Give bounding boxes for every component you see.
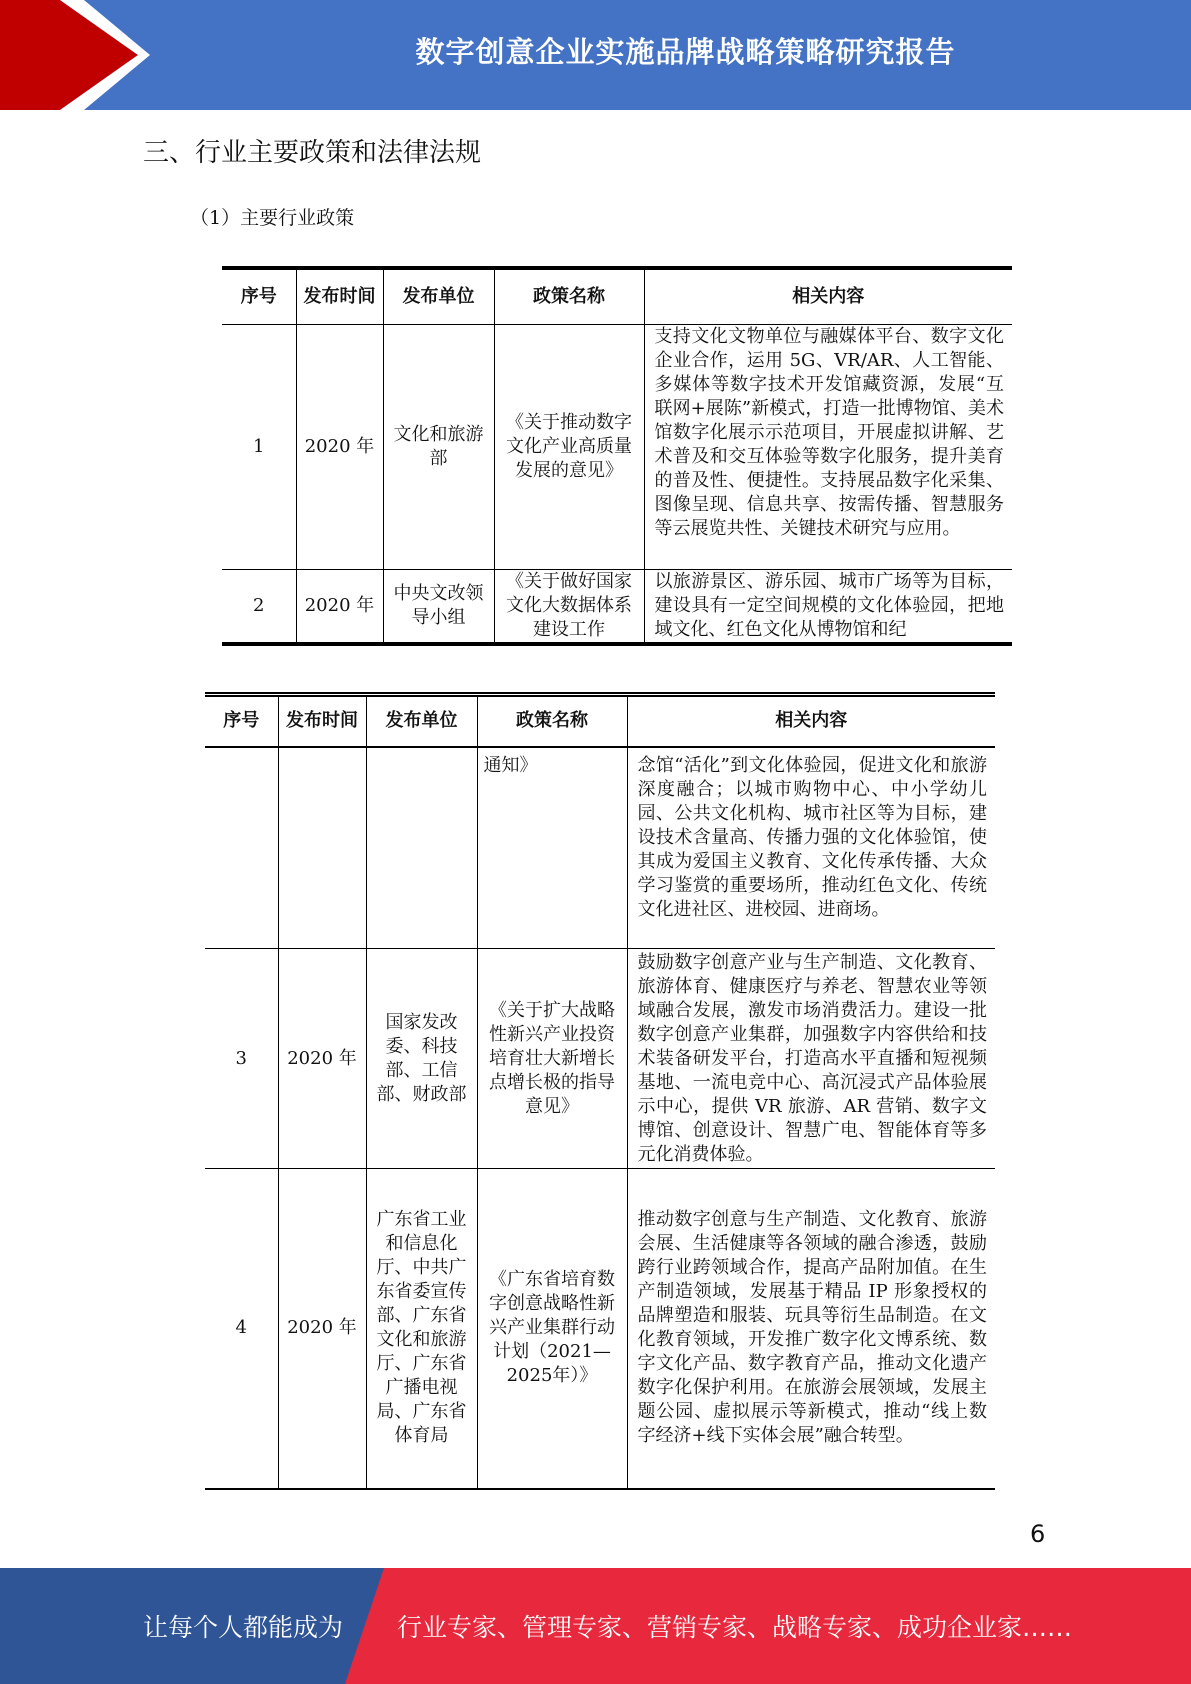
row-content: 念馆“活化”到文化体验园，促进文化和旅游深度融合；以城市购物中心、中小学幼儿园、公共文化机构、城市社区等为目标，建设技术含量高、传播力强的文化体验馆，使其成为爱国主义教育、文化传承传播、大众学习鉴赏的重要场所，推动红色文化、传统文化进社区、进校园、进商场。 (627, 747, 995, 949)
col-header-content: 相关内容 (644, 268, 1012, 324)
page-number: 6 (1030, 1520, 1046, 1548)
col-header-unit: 发布单位 (366, 695, 477, 747)
table-row (205, 1169, 995, 1489)
row-time: 2020 年 (278, 1169, 366, 1489)
row-policy-name: 《关于扩大战略性新兴产业投资培育壮大新增长点增长极的指导意见》 (477, 949, 627, 1169)
row-content: 推动数字创意与生产制造、文化教育、旅游会展、生活健康等各领域的融合渗透，鼓励跨行业跨领域合作，提高产品附加值。在生产制造领域，发展基于精品 IP 形象授权的品牌塑造和服装、玩具等衍生品制造。在文化教育领域，开发推广数字化文博系统、数字文化产品、数字教育产品，推动文化遗产数字化保护利用。在旅游会展领域，发展主题公园、虚拟展示等新模式，推动“线上数字经济+线下实体会展”融合转型。 (627, 1169, 995, 1489)
row-unit: 国家发改委、科技部、工信部、财政部 (366, 949, 477, 1169)
col-header-time: 发布时间 (296, 268, 383, 324)
row-content: 鼓励数字创意产业与生产制造、文化教育、旅游体育、健康医疗与养老、智慧农业等领域融合发展，激发市场消费活力。建设一批数字创意产业集群，加强数字内容供给和技术装备研发平台，打造高水平直播和短视频基地、一流电竞中心、高沉浸式产品体验展示中心，提供 VR 旅游、AR 营销、数字文博馆、创意设计、智慧广电、智能体育等多元化消费体验。 (627, 949, 995, 1169)
header-arrow-decoration (0, 0, 200, 110)
table-row (222, 569, 1012, 644)
page-header (0, 0, 1191, 110)
row-unit: 广东省工业和信息化厅、中共广东省委宣传部、广东省文化和旅游厅、广东省广播电视局、广东省体育局 (366, 1169, 477, 1489)
page-footer (0, 1568, 1191, 1684)
row-no: 1 (222, 324, 296, 569)
report-title: 数字创意企业实施品牌战略策略研究报告 (415, 34, 956, 69)
table-row (205, 949, 995, 1169)
row-content: 以旅游景区、游乐园、城市广场等为目标，建设具有一定空间规模的文化体验园，把地域文化、红色文化从博物馆和纪 (644, 569, 1012, 644)
row-unit: 文化和旅游部 (383, 324, 494, 569)
footer-slogan-left: 让每个人都能成为 (143, 1613, 344, 1642)
row-unit: 中央文改领导小组 (383, 569, 494, 644)
policy-table-1 (222, 266, 1012, 646)
row-policy-name: 《广东省培育数字创意战略性新兴产业集群行动计划（2021—2025年）》 (477, 1169, 627, 1489)
policy-table-2 (205, 692, 995, 1490)
row-no (205, 747, 278, 949)
row-time: 2020 年 (296, 569, 383, 644)
table-header-row (222, 268, 1012, 324)
row-no: 3 (205, 949, 278, 1169)
table-header-row (205, 695, 995, 747)
row-no: 4 (205, 1169, 278, 1489)
row-time (278, 747, 366, 949)
row-time: 2020 年 (278, 949, 366, 1169)
col-header-time: 发布时间 (278, 695, 366, 747)
table-row (205, 747, 995, 949)
row-policy-name: 《关于推动数字文化产业高质量发展的意见》 (494, 324, 644, 569)
row-time: 2020 年 (296, 324, 383, 569)
col-header-unit: 发布单位 (383, 268, 494, 324)
col-header-name: 政策名称 (477, 695, 627, 747)
col-header-name: 政策名称 (494, 268, 644, 324)
row-unit (366, 747, 477, 949)
table-row (222, 324, 1012, 569)
row-policy-name: 《关于做好国家文化大数据体系建设工作 (494, 569, 644, 644)
col-header-no: 序号 (222, 268, 296, 324)
col-header-no: 序号 (205, 695, 278, 747)
row-content: 支持文化文物单位与融媒体平台、数字文化企业合作，运用 5G、VR/AR、人工智能、多媒体等数字技术开发馆藏资源，发展“互联网+展陈”新模式，打造一批博物馆、美术馆数字化展示示范项目，开展虚拟讲解、艺术普及和交互体验等数字化服务，提升美育的普及性、便捷性。支持展品数字化采集、图像呈现、信息共享、按需传播、智慧服务等云展览共性、关键技术研究与应用。 (644, 324, 1012, 569)
section-heading: 三、行业主要政策和法律法规 (143, 138, 482, 168)
footer-slogan-right: 行业专家、管理专家、营销专家、战略专家、成功企业家…… (397, 1613, 1073, 1642)
row-policy-name: 通知》 (477, 747, 627, 949)
sub-heading: （1）主要行业政策 (190, 207, 355, 229)
col-header-content: 相关内容 (627, 695, 995, 747)
row-no: 2 (222, 569, 296, 644)
